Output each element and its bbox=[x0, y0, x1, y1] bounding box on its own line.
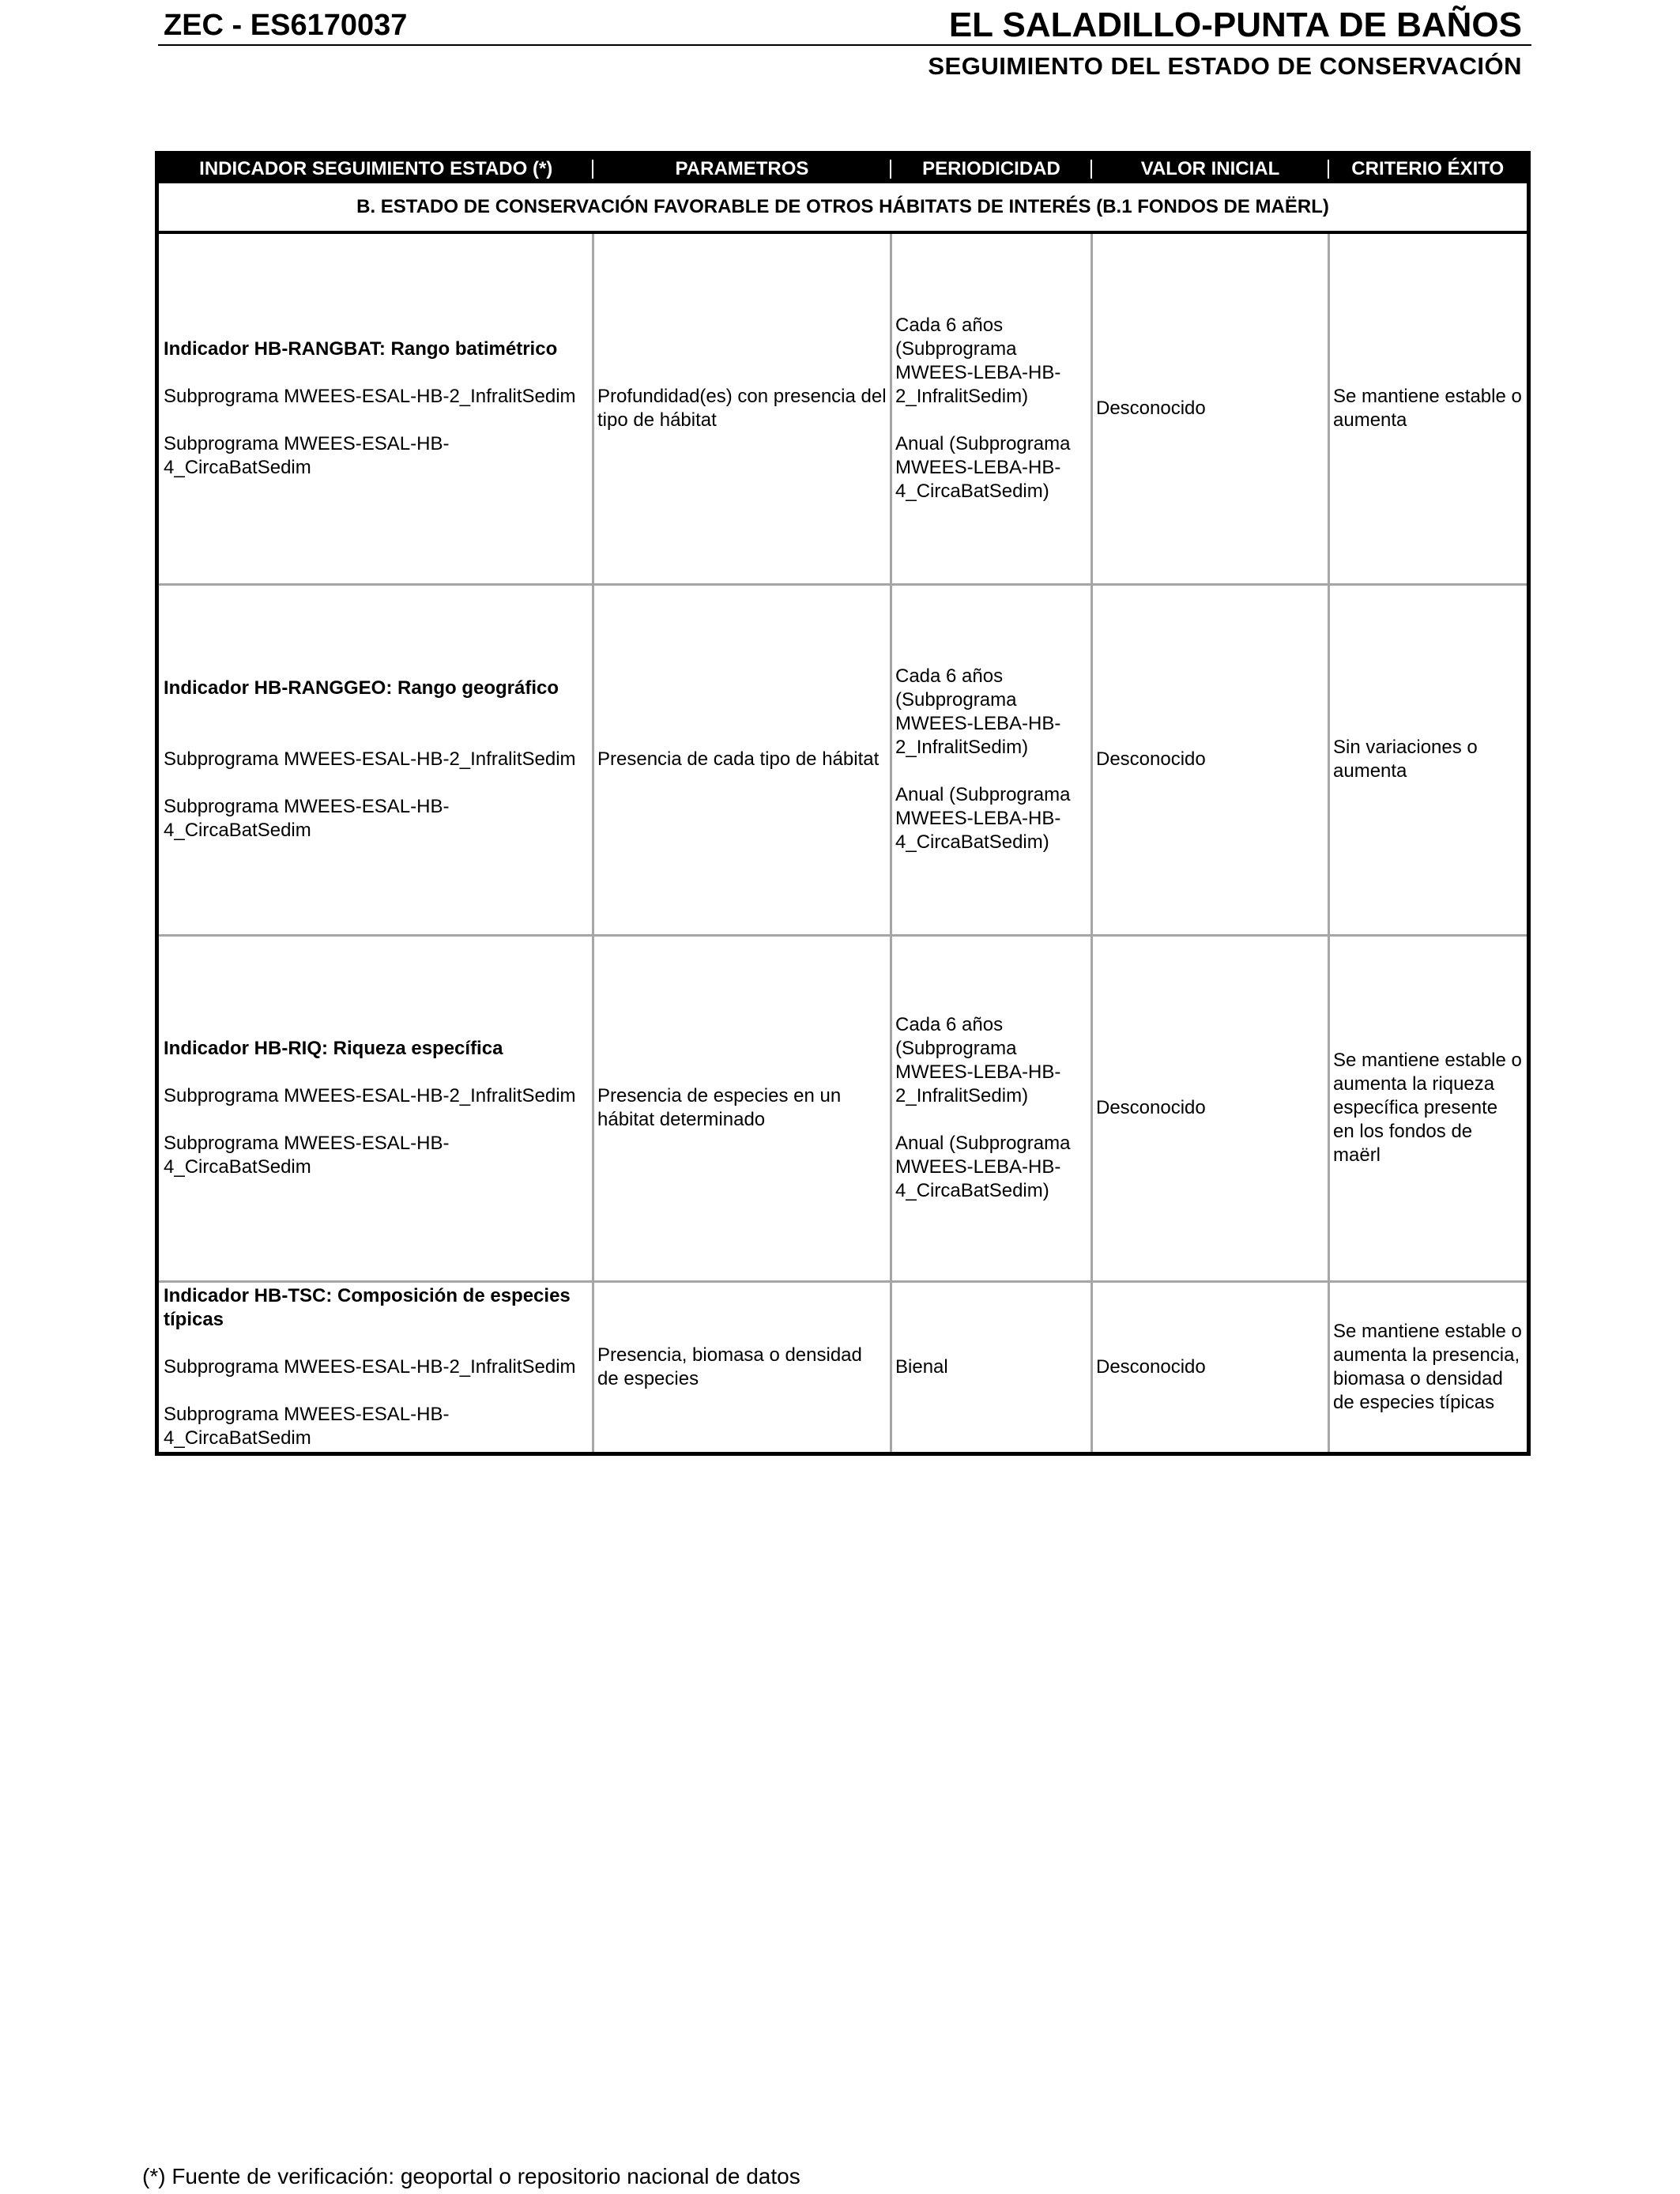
indicator-title: Indicador HB-RIQ: Riqueza específica bbox=[164, 1038, 503, 1059]
success-criterion-cell: Se mantiene estable o aumenta la presencia, biomasa o densidad de especies típicas bbox=[1329, 1281, 1529, 1453]
subprogram-text: Subprograma MWEES-ESAL-HB-4_CircaBatSedim bbox=[164, 432, 450, 478]
footnote: (*) Fuente de verificación: geoportal o repositorio nacional de datos bbox=[142, 2164, 800, 2188]
indicator-title: Indicador HB-TSC: Composición de especies típicas bbox=[164, 1284, 571, 1330]
column-header-indicator: INDICADOR SEGUIMIENTO ESTADO (*) bbox=[157, 153, 593, 184]
initial-value-cell: Desconocido bbox=[1092, 232, 1329, 584]
subprogram-text: Subprograma MWEES-ESAL-HB-2_InfralitSedim bbox=[164, 385, 576, 407]
table-row bbox=[157, 584, 1529, 935]
subprogram-text: Subprograma MWEES-ESAL-HB-2_InfralitSedim bbox=[164, 1355, 576, 1378]
initial-value-cell: Desconocido bbox=[1092, 1281, 1329, 1453]
periodicity-text: Cada 6 años (Subprograma MWEES-LEBA-HB-2_InfralitSedim) bbox=[895, 314, 1061, 407]
periodicity-cell bbox=[891, 935, 1092, 1281]
success-criterion-cell: Se mantiene estable o aumenta la riqueza específica presente en los fondos de maërl bbox=[1329, 935, 1529, 1281]
subprogram-text: Subprograma MWEES-ESAL-HB-4_CircaBatSedim bbox=[164, 1403, 450, 1449]
success-criterion-cell: Sin variaciones o aumenta bbox=[1329, 584, 1529, 935]
subprogram-text: Subprograma MWEES-ESAL-HB-2_InfralitSedim bbox=[164, 1085, 576, 1106]
indicator-cell bbox=[157, 1281, 593, 1453]
periodicity-text: Anual (Subprograma MWEES-LEBA-HB-4_CircaBatSedim) bbox=[895, 1133, 1071, 1201]
header-rule bbox=[158, 44, 1531, 46]
periodicity-cell bbox=[891, 232, 1092, 584]
periodicity-cell bbox=[891, 1281, 1092, 1453]
parameters-cell: Profundidad(es) con presencia del tipo de hábitat bbox=[593, 232, 891, 584]
periodicity-text: Anual (Subprograma MWEES-LEBA-HB-4_CircaBatSedim) bbox=[895, 784, 1071, 853]
column-header-parameters: PARAMETROS bbox=[593, 153, 891, 184]
column-header-initial-value: VALOR INICIAL bbox=[1092, 153, 1329, 184]
periodicity-cell bbox=[891, 584, 1092, 935]
periodicity-text: Anual (Subprograma MWEES-LEBA-HB-4_CircaBatSedim) bbox=[895, 432, 1071, 502]
monitoring-table bbox=[155, 151, 1531, 1456]
initial-value-cell: Desconocido bbox=[1092, 584, 1329, 935]
initial-value-cell: Desconocido bbox=[1092, 935, 1329, 1281]
table-row bbox=[157, 935, 1529, 1281]
table-header-row bbox=[157, 153, 1529, 184]
subprogram-text: Subprograma MWEES-ESAL-HB-4_CircaBatSedim bbox=[164, 1133, 450, 1178]
indicator-title: Indicador HB-RANGBAT: Rango batimétrico bbox=[164, 337, 558, 360]
success-criterion-cell: Se mantiene estable o aumenta bbox=[1329, 232, 1529, 584]
section-title: B. ESTADO DE CONSERVACIÓN FAVORABLE DE OTROS HÁBITATS DE INTERÉS (B.1 FONDOS DE MAËRL) bbox=[157, 183, 1529, 232]
periodicity-text: Bienal bbox=[895, 1355, 948, 1378]
subprogram-text: Subprograma MWEES-ESAL-HB-2_InfralitSedim bbox=[164, 748, 576, 770]
section-row bbox=[157, 183, 1529, 232]
periodicity-text: Cada 6 años (Subprograma MWEES-LEBA-HB-2_InfralitSedim) bbox=[895, 1014, 1061, 1106]
indicator-title: Indicador HB-RANGGEO: Rango geográfico bbox=[164, 677, 559, 699]
table-row bbox=[157, 232, 1529, 584]
table-row bbox=[157, 1281, 1529, 1453]
column-header-periodicity: PERIODICIDAD bbox=[891, 153, 1092, 184]
page-subtitle: SEGUIMIENTO DEL ESTADO DE CONSERVACIÓN bbox=[928, 52, 1522, 80]
parameters-cell: Presencia de cada tipo de hábitat bbox=[593, 584, 891, 935]
site-code: ZEC - ES6170037 bbox=[164, 9, 408, 42]
periodicity-text: Cada 6 años (Subprograma MWEES-LEBA-HB-2_InfralitSedim) bbox=[895, 665, 1061, 758]
indicator-cell bbox=[157, 232, 593, 584]
indicator-cell bbox=[157, 935, 593, 1281]
subprogram-text: Subprograma MWEES-ESAL-HB-4_CircaBatSedim bbox=[164, 796, 450, 841]
parameters-cell: Presencia, biomasa o densidad de especies bbox=[593, 1281, 891, 1453]
site-name: EL SALADILLO-PUNTA DE BAÑOS bbox=[948, 6, 1522, 44]
indicator-cell bbox=[157, 584, 593, 935]
parameters-cell: Presencia de especies en un hábitat determinado bbox=[593, 935, 891, 1281]
column-header-success-criterion: CRITERIO ÉXITO bbox=[1329, 153, 1529, 184]
